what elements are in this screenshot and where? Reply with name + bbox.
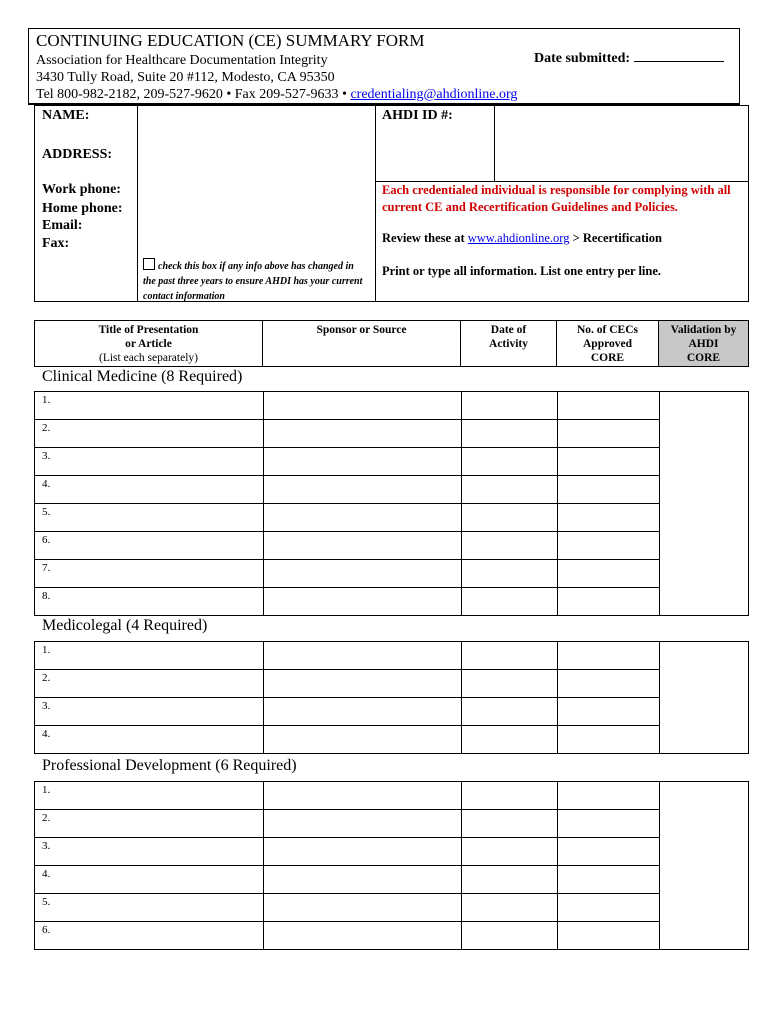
row-number: 2. — [42, 672, 51, 684]
row-number: 1. — [42, 644, 51, 656]
table-row[interactable] — [35, 532, 659, 560]
row-number: 8. — [42, 590, 51, 602]
email-link[interactable]: credentialing@ahdionline.org — [350, 87, 518, 102]
work-phone-label: Work phone: — [42, 182, 121, 197]
header-title-line3: (List each separately) — [99, 352, 198, 364]
row-number: 4. — [42, 728, 51, 740]
header-validation-line2: AHDI — [688, 338, 719, 350]
row-number: 3. — [42, 450, 51, 462]
table-row[interactable] — [35, 448, 659, 476]
date-submitted-label: Date submitted: — [534, 51, 631, 66]
row-number: 7. — [42, 562, 51, 574]
review-suffix: > Recertification — [569, 231, 662, 245]
section-title: Medicolegal (4 Required) — [42, 617, 208, 634]
column-header-sponsor — [262, 320, 461, 367]
checkbox-text: check this box if any info above has changed in the past three years to ensure AHDI has your current contact information — [143, 261, 363, 302]
table-row[interactable] — [35, 560, 659, 588]
section-title: Clinical Medicine (8 Required) — [42, 368, 243, 385]
header-validation-line3: CORE — [686, 352, 721, 364]
row-number: 2. — [42, 422, 51, 434]
table-row[interactable] — [35, 476, 659, 504]
contact-phone-fax: Tel 800-982-2182, 209-527-9620 • Fax 209-527-9633 • — [36, 87, 351, 102]
org-address: 3430 Tully Road, Suite 20 #112, Modesto, CA 95350 — [36, 70, 335, 85]
email-label: Email: — [42, 218, 83, 233]
table-row[interactable] — [35, 392, 659, 420]
section-table — [34, 391, 749, 616]
header-title-line1: Title of Presentation — [98, 324, 199, 336]
responsibility-notice: Each credentialed individual is responsible for complying with all current CE and Recertification Guidelines and Policies. — [382, 183, 731, 214]
validation-cell[interactable] — [660, 642, 748, 754]
table-row[interactable] — [35, 504, 659, 532]
row-number: 4. — [42, 478, 51, 490]
table-row[interactable] — [35, 894, 659, 922]
org-name: Association for Healthcare Documentation Integrity — [36, 53, 328, 68]
table-row[interactable] — [35, 726, 659, 754]
validation-cell[interactable] — [660, 392, 748, 616]
column-header-date — [460, 320, 557, 367]
review-prefix: Review these at — [382, 231, 468, 245]
org-contact — [36, 87, 517, 103]
section-table — [34, 781, 749, 950]
row-number: 5. — [42, 506, 51, 518]
row-number: 5. — [42, 896, 51, 908]
contact-entry-field[interactable] — [138, 106, 374, 256]
name-label: NAME: — [42, 108, 90, 123]
header-date-line1: Date of — [490, 324, 527, 336]
table-row[interactable] — [35, 810, 659, 838]
row-number: 1. — [42, 784, 51, 796]
row-number: 2. — [42, 812, 51, 824]
row-number: 3. — [42, 840, 51, 852]
form-title: CONTINUING EDUCATION (CE) SUMMARY FORM — [36, 31, 425, 50]
row-number: 1. — [42, 394, 51, 406]
table-row[interactable] — [35, 588, 659, 616]
table-row[interactable] — [35, 922, 659, 950]
header-validation-line1: Validation by — [670, 324, 737, 336]
column-header-cecs — [556, 320, 659, 367]
table-row[interactable] — [35, 670, 659, 698]
fax-label: Fax: — [42, 236, 70, 251]
print-note: Print or type all information. List one entry per line. — [382, 264, 662, 278]
table-row[interactable] — [35, 642, 659, 670]
section-title: Professional Development (6 Required) — [42, 757, 297, 774]
contact-change-checkbox-row — [143, 258, 369, 304]
header-title-line2: or Article — [125, 338, 172, 350]
column-header-validation — [658, 320, 749, 367]
date-submitted — [534, 51, 724, 67]
validation-cell[interactable] — [660, 782, 748, 950]
home-phone-label: Home phone: — [42, 201, 123, 216]
review-line — [382, 231, 662, 246]
divider — [375, 106, 376, 302]
row-number: 4. — [42, 868, 51, 880]
header-sponsor: Sponsor or Source — [316, 324, 407, 336]
table-row[interactable] — [35, 420, 659, 448]
ahdi-id-field[interactable] — [495, 106, 747, 180]
row-number: 6. — [42, 924, 51, 936]
row-number: 6. — [42, 534, 51, 546]
ahdi-website-link[interactable]: www.ahdionline.org — [467, 231, 570, 245]
contact-change-checkbox[interactable] — [143, 258, 155, 270]
table-row[interactable] — [35, 838, 659, 866]
address-label: ADDRESS: — [42, 147, 113, 162]
date-submitted-field[interactable] — [634, 61, 724, 62]
header-cec-line2: Approved — [583, 338, 632, 350]
table-row[interactable] — [35, 698, 659, 726]
table-row[interactable] — [35, 866, 659, 894]
ahdi-id-label: AHDI ID #: — [382, 108, 453, 123]
header-date-line2: Activity — [489, 338, 528, 350]
header-cec-line1: No. of CECs — [576, 324, 638, 336]
table-row[interactable] — [35, 782, 659, 810]
header-cec-line3: CORE — [590, 352, 625, 364]
row-number: 3. — [42, 700, 51, 712]
column-header-title — [34, 320, 263, 367]
section-table — [34, 641, 749, 754]
